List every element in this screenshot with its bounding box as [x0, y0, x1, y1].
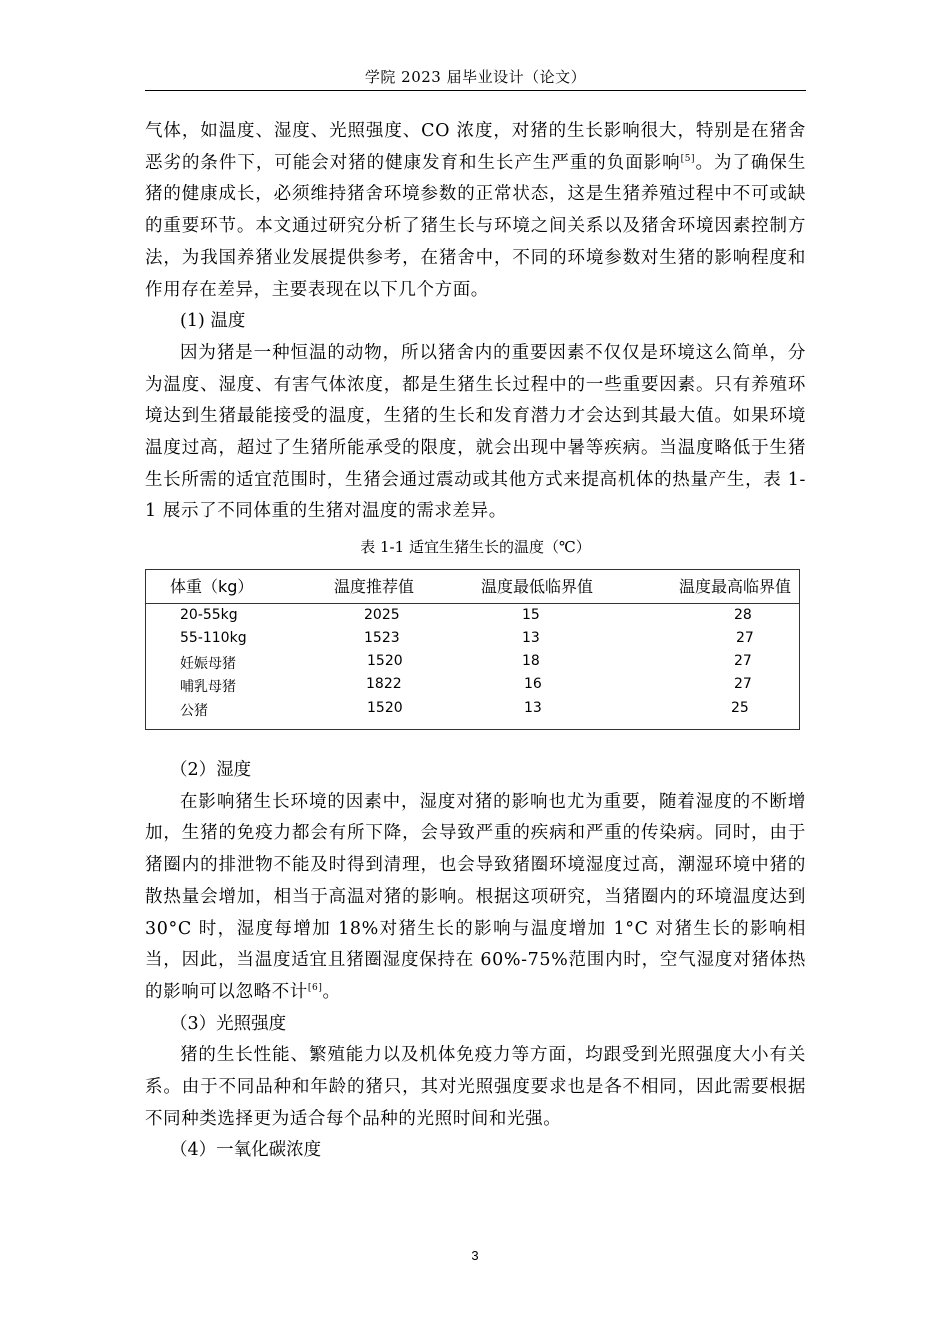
table-header-cell: 温度推荐值: [334, 577, 415, 596]
table-row: [146, 653, 799, 677]
page-header: 学院 2023 届毕业设计（论文）: [145, 66, 806, 91]
intro-paragraph: 气体，如温度、湿度、光照强度、CO 浓度，对猪的生长影响很大，特别是在猪舍恶劣的条件下，可能会对猪的健康发育和生长产生严重的负面影响[5]。为了确保生猪的健康成长，必须维持猪舍环境参数的正常状态，这是生猪养殖过程中不可或缺的重要环节。本文通过研究分析了猪生长与环境之间关系以及猪舍环境因素控制方法，为我国养猪业发展提供参考，在猪舍中，不同的环境参数对生猪的影响程度和作用存在差异，主要表现在以下几个方面。: [145, 121, 806, 300]
table-header-cell: 体重（kg）: [170, 577, 254, 596]
table-cell: 1520: [367, 700, 403, 716]
humidity-paragraph: 在影响猪生长环境的因素中，湿度对猪的影响也尤为重要，随着湿度的不断增加，生猪的免疫力都会有所下降，会导致严重的疾病和严重的传染病。同时，由于猪圈内的排泄物不能及时得到清理，也会导致猪圈环境湿度过高，潮湿环境中猪的散热量会增加，相当于高温对猪的影响。根据这项研究，当猪圈内的环境温度达到 30°C 时，湿度每增加 18%对猪生长的影响与温度增加 1°C 对猪生长的影响相当，因此，当温度适宜且猪圈湿度保持在 60%-75%范围内时，空气湿度对猪体热的影响可以忽略不计[6]。: [145, 791, 806, 1002]
table-header-row: [146, 570, 799, 604]
citation-ref: [5]: [680, 153, 696, 164]
table-cell: 公猪: [180, 703, 208, 719]
table-header-cell: 温度最高临界值: [679, 577, 792, 596]
table-cell: 27: [734, 676, 752, 692]
table-row: [146, 700, 799, 724]
table-cell: 18: [522, 653, 540, 669]
temperature-table: [145, 569, 800, 730]
table-cell: 27: [736, 630, 754, 646]
section-heading-co: （4）一氧化碳浓度: [170, 1140, 322, 1161]
table-cell: 13: [524, 700, 542, 716]
table-cell: 16: [524, 676, 542, 692]
table-cell: 20-55kg: [180, 607, 238, 623]
table-row: [146, 630, 799, 654]
table-cell: 1822: [366, 676, 402, 692]
table-cell: 28: [734, 607, 752, 623]
table-caption: 表 1-1 适宜生猪生长的温度（℃）: [360, 538, 591, 556]
table-row: [146, 607, 799, 631]
section-heading-humidity: （2）湿度: [170, 760, 252, 780]
table-cell: 25: [731, 700, 749, 716]
humidity-block: [145, 755, 806, 1167]
table-header-cell: 温度最低临界值: [481, 577, 594, 596]
table-cell: 妊娠母猪: [180, 656, 236, 672]
table-row: [146, 676, 799, 700]
table-cell: 13: [522, 630, 540, 646]
light-paragraph: 猪的生长性能、繁殖能力以及机体免疫力等方面，均跟受到光照强度大小有关系。由于不同品种和年龄的猪只，其对光照强度要求也是各不相同，因此需要根据不同种类选择更为适合每个品种的光照时间和光强。: [145, 1045, 806, 1129]
table-cell: 2025: [364, 607, 400, 623]
intro-block: [145, 116, 806, 528]
table-cell: 哺乳母猪: [180, 679, 236, 695]
citation-ref: [6]: [307, 983, 323, 994]
table-cell: 27: [734, 653, 752, 669]
table-cell: 1523: [364, 630, 400, 646]
page-number: 3: [471, 1248, 479, 1263]
section-heading-light: （3）光照强度: [170, 1013, 287, 1034]
temperature-paragraph: 因为猪是一种恒温的动物，所以猪舍内的重要因素不仅仅是环境这么简单，分为温度、湿度、有害气体浓度，都是生猪生长过程中的一些重要因素。只有养殖环境达到生猪最能接受的温度，生猪的生长和发育潜力才会达到其最大值。如果环境温度过高，超过了生猪所能承受的限度，就会出现中暑等疾病。当温度略低于生猪生长所需的适宜范围时，生猪会通过震动或其他方式来提高机体的热量产生，表 1-1 展示了不同体重的生猪对温度的需求差异。: [145, 342, 806, 522]
table-cell: 55-110kg: [180, 630, 247, 646]
table-cell: 1520: [367, 653, 403, 669]
section-heading-temperature: (1) 温度: [180, 311, 246, 332]
table-cell: 15: [522, 607, 540, 623]
